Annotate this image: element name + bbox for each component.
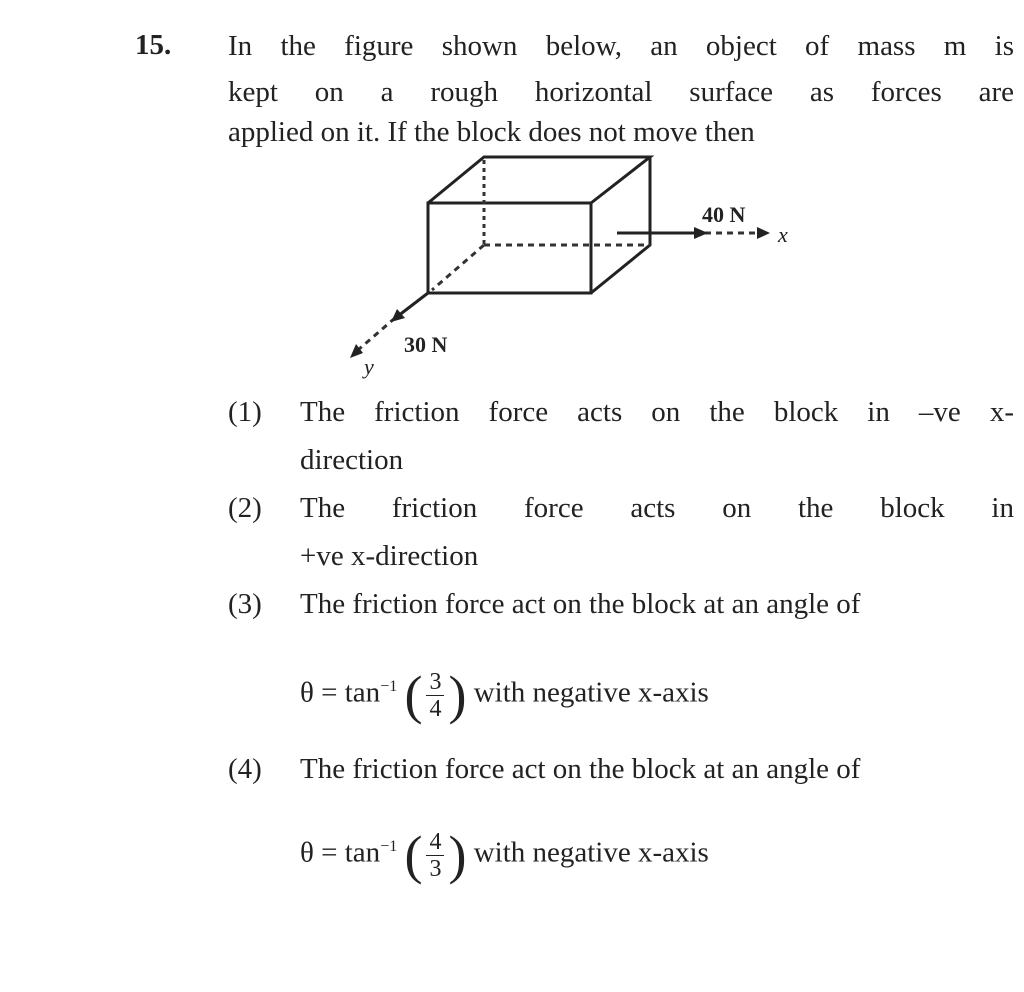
option-text: The friction force acts on the block in –ve x-: [300, 396, 1014, 428]
fraction-numerator: 3: [426, 669, 444, 696]
option-text: The friction force acts on the block in: [300, 492, 1014, 524]
formula-prefix: θ = tan: [300, 676, 381, 709]
fraction-numerator: 4: [426, 829, 444, 856]
block-figure: [0, 0, 1024, 400]
arrowhead-icon: [757, 227, 770, 239]
option-text: The friction force act on the block at an angle of: [300, 588, 861, 620]
fraction-denominator: 4: [429, 695, 442, 722]
formula-suffix: with negative x-axis: [473, 836, 709, 869]
stem-line: In the figure shown below, an object of mass m is: [228, 30, 1014, 62]
hidden-edges: [358, 160, 760, 350]
axis-y-label: y: [364, 354, 374, 379]
option-number: (2): [228, 492, 262, 524]
formula: [300, 652, 709, 730]
option-number: (4): [228, 753, 262, 785]
force-y-arrow: [398, 293, 428, 316]
option-text: direction: [300, 444, 404, 476]
block-front-face: [428, 203, 591, 293]
exponent: −1: [380, 678, 398, 695]
right-paren: ): [448, 825, 467, 885]
option-number: (1): [228, 396, 262, 428]
option-text: +ve x-direction: [300, 540, 479, 572]
exponent: −1: [380, 838, 398, 855]
arrowhead-icon: [694, 227, 708, 239]
formula-suffix: with negative x-axis: [473, 676, 709, 709]
stem-line: applied on it. If the block does not move then: [228, 116, 755, 148]
question-number: 15.: [135, 29, 172, 61]
option-text: The friction force act on the block at an angle of: [300, 753, 861, 785]
block-top-face: [428, 157, 650, 203]
right-paren: ): [448, 665, 467, 725]
fraction: [426, 669, 444, 722]
formula-prefix: θ = tan: [300, 836, 381, 869]
formula: [300, 812, 709, 890]
force-y-label: 30 N: [404, 332, 448, 357]
option-number: (3): [228, 588, 262, 620]
force-x-label: 40 N: [702, 202, 746, 227]
block-right-face: [591, 157, 650, 293]
left-paren: (: [404, 825, 423, 885]
fraction-denominator: 3: [429, 855, 442, 882]
axis-x-label: x: [778, 222, 788, 247]
fraction: [426, 829, 444, 882]
stem-line: kept on a rough horizontal surface as forces are: [228, 76, 1014, 108]
left-paren: (: [404, 665, 423, 725]
